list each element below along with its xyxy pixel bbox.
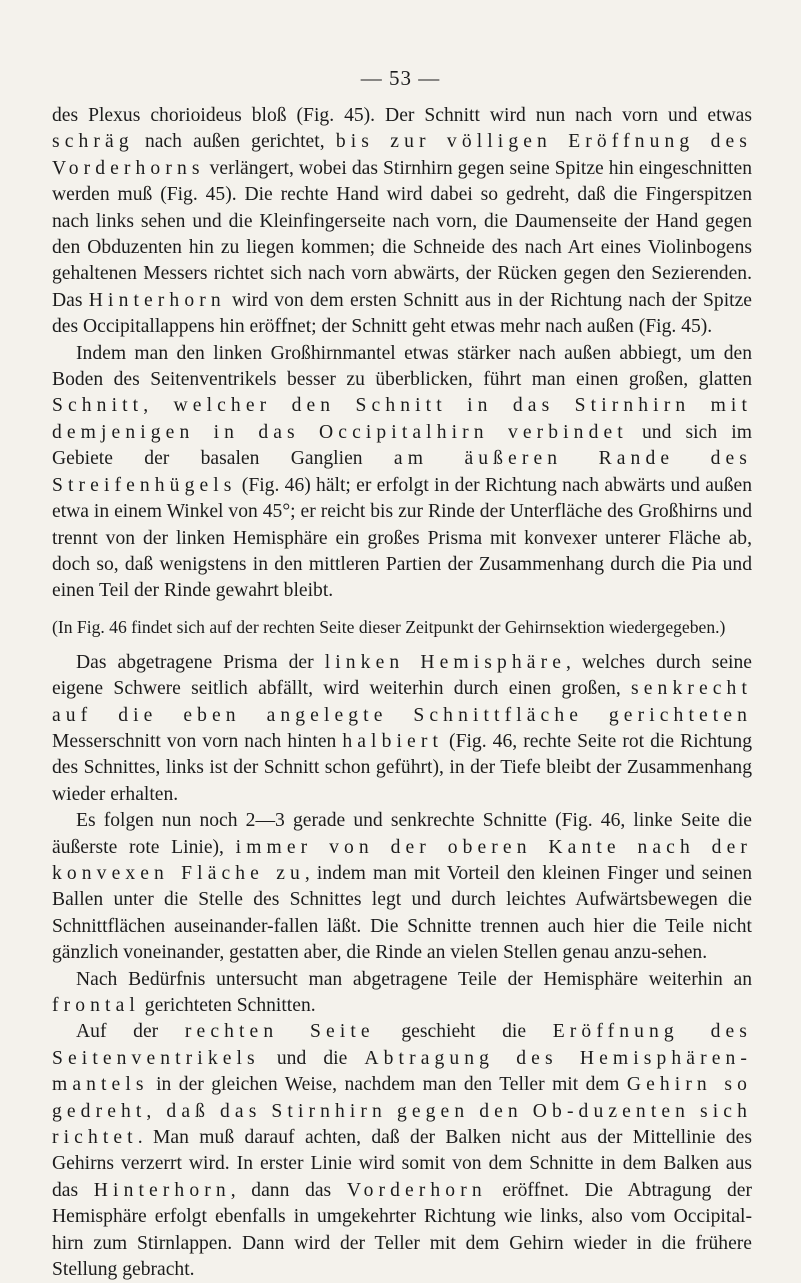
spaced-emphasis: bis zur völligen Eröffnung des Vorderhorns xyxy=(52,131,752,179)
paragraph xyxy=(52,103,752,341)
text-run: wird von dem ersten Schnitt aus in der Richtung nach der Spitze des Occipitallappens hin eröffnet; der Schnitt geht etwas mehr nach außen (Fig. 45). xyxy=(52,289,753,338)
text-run: Indem man den linken Großhirnmantel etwas stärker nach außen abbiegt, um den Boden des Seitenventrikels besser zu überblicken, führt man einen großen, glatten xyxy=(52,342,752,391)
spaced-emphasis: halbiert xyxy=(342,730,443,752)
text-run: . Man muß darauf achten, daß der Balken nicht aus der Mittellinie des Gehirns verzerrt wird. In erster Linie wird somit von dem Schnitte in dem Balken aus das xyxy=(52,1127,752,1201)
text-run: Nach Bedürfnis untersucht man abgetragene Teile der Hemisphäre weiterhin an xyxy=(76,968,752,990)
text-run: in der gleichen Weise, nachdem man den Teller mit dem xyxy=(148,1074,627,1096)
text-run: (In Fig. 46 findet sich auf der rechten Seite dieser Zeitpunkt der Gehirnsektion wiedergegeben.) xyxy=(52,616,726,637)
text-run: Auf der xyxy=(76,1021,185,1043)
spaced-emphasis: am äußeren Rande des Streifenhügels xyxy=(52,448,752,496)
spaced-emphasis: Abtragung des Hemisphären-mantels xyxy=(52,1047,753,1096)
spaced-emphasis: immer von der oberen Kante nach der konvexen Fläche zu xyxy=(52,836,752,884)
paragraph xyxy=(52,341,752,605)
paragraph xyxy=(52,1019,752,1283)
text-run: des Plexus chorioideus bloß (Fig. 45). Der Schnitt wird nun nach vorn und etwas xyxy=(52,105,752,126)
spaced-emphasis: frontal xyxy=(52,995,140,1016)
text-run: Es folgen nun noch 2—3 gerade und senkrechte Schnitte (Fig. 46, linke Seite die äußerste rote Linie), xyxy=(52,810,752,858)
text-run: , dann das xyxy=(230,1179,347,1201)
text-run: Das abgetragene Prisma der xyxy=(76,651,325,673)
figure-note xyxy=(52,615,752,640)
spaced-emphasis: senkrecht auf die eben angelegte Schnittfläche gerichteten xyxy=(52,678,752,726)
text-run: geschieht die xyxy=(374,1021,553,1043)
spaced-emphasis: rechten Seite xyxy=(184,1021,375,1043)
paragraph xyxy=(52,650,752,808)
text-run: gerichteten Schnitten. xyxy=(139,995,316,1016)
text-run: verlängert, wobei das Stirnhirn gegen seine Spitze hin eingeschnitten werden muß (Fig. 45). Die rechte Hand wird dabei so gedreht, daß die Fingerspitzen nach links sehen und die Kleinfingerseite nach vorn, die Daumenseite der Hand gegen den Obduzenten hin zu liegen kommen; die Schneide des nach Art eines Violinbogens gehaltenen Messers richtet sich nach vorn abwärts, der Rücken gegen den Sezierenden. Das xyxy=(52,157,752,311)
page-number: — 53 — xyxy=(360,66,441,90)
text-run: und sich im Gebiete der basalen Ganglien xyxy=(52,421,752,470)
text-run: eröffnet. Die Abtragung der Hemisphäre erfolgt ebenfalls in umgekehrter Richtung wie links, also vom Occipital-hirn zum Stirnlappen. Dann wird der Teller mit dem Gehirn wieder in die frühere Stellung gebracht. xyxy=(52,1179,752,1281)
text-run: (Fig. 46) hält; er erfolgt in der Richtung nach abwärts und außen etwa in einem Winkel von 45°; er reicht bis zur Rinde der Unterfläche des Großhirns und trennt von der linken Hemisphäre ein großes Prisma mit konvexer unterer Fläche ab, doch so, daß wenigstens in den mittleren Partien der Zusammenhang durch die Pia und einen Teil der Rinde gewahrt bleibt. xyxy=(52,474,752,602)
text-run: (Fig. 46, rechte Seite rot die Richtung des Schnittes, links ist der Schnitt schon geführt), in der Tiefe bleibt der Zusammenhang wieder erhalten. xyxy=(52,730,752,805)
spaced-emphasis: Hinterhorn xyxy=(93,1179,231,1201)
text-run: Messerschnitt von vorn nach hinten xyxy=(52,730,343,752)
text-run: nach außen gerichtet, xyxy=(133,131,336,153)
text-run: , welches durch seine eigene Schwere seitlich abfällt, wird weiterhin durch einen großen, xyxy=(52,651,752,700)
spaced-emphasis: Hinterhorn xyxy=(88,289,226,311)
spaced-emphasis: schräg xyxy=(52,131,134,153)
spaced-emphasis: Schnitt, welcher den Schnitt in das Stirnhirn mit demjenigen in das Occipitalhirn verbindet xyxy=(52,395,752,443)
spaced-emphasis: Gehirn so gedreht, daß das Stirnhirn gegen den Ob-duzenten sich richtet xyxy=(52,1074,752,1149)
paragraph xyxy=(52,808,752,966)
paragraph xyxy=(52,967,752,1020)
spaced-emphasis: Eröffnung des Seitenventrikels xyxy=(52,1021,752,1069)
text-run: , indem man mit Vorteil den kleinen Finger und seinen Ballen unter die Stelle des Schnittes legt und durch leichtes Aufwärtsbewegen die Schnittflächen auseinander-fallen läßt. Die Schnitte trennen auch hier die Teile nicht gänzlich voneinander, gestatten aber, die Rinde an vielen Stellen genau anzu-sehen. xyxy=(52,862,752,964)
spaced-emphasis: Vorderhorn xyxy=(346,1179,487,1201)
body-text xyxy=(52,103,752,1283)
spaced-emphasis: linken Hemisphäre xyxy=(324,651,567,673)
text-run: und die xyxy=(259,1047,365,1069)
